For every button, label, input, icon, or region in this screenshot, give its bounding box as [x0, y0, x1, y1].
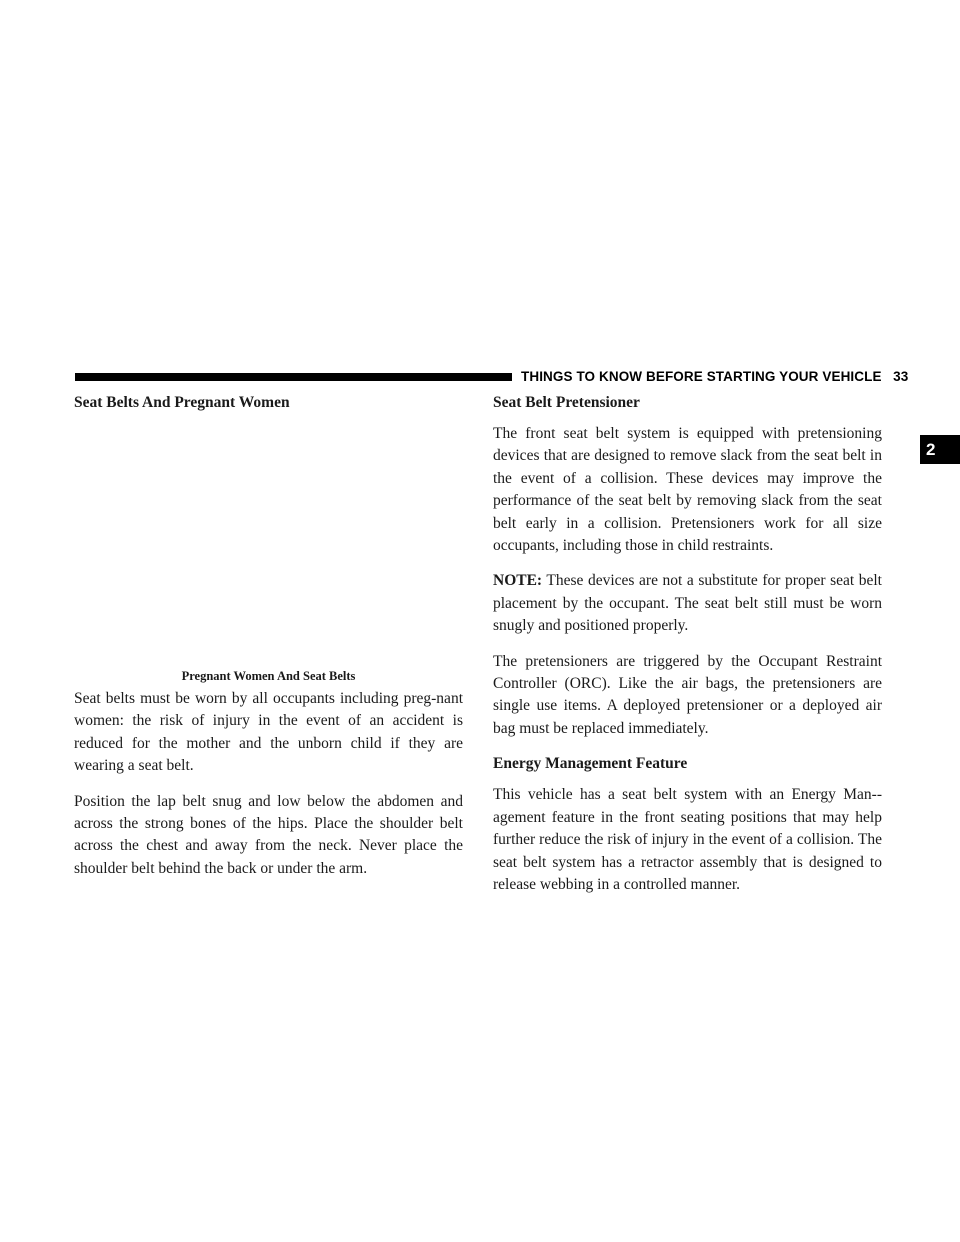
figure-caption: Pregnant Women And Seat Belts — [181, 669, 356, 683]
heading-energy-management: Energy Management Feature — [493, 755, 688, 773]
header-rule — [75, 373, 512, 381]
heading-pregnant-women: Seat Belts And Pregnant Women — [74, 394, 290, 411]
paragraph-pregnant-women-1: Seat belts must be worn by all occupants including preg-nant women: the risk of injury in the event of an accident is reduced for the mother and the unborn child if they are wearing a seat belt. — [74, 690, 463, 775]
paragraph-energy-management: This vehicle has a seat belt system with an Energy Man-agement feature in the front seating positions that may help further reduce the risk of injury in the event of a collision. The seat belt system has a retractor assembly that is designed to release webbing in a controlled manner. — [493, 786, 882, 893]
figure-pregnant-women — [74, 423, 463, 685]
page-number: 33 — [893, 369, 909, 384]
right-column — [493, 392, 882, 909]
note-paragraph — [493, 570, 882, 637]
paragraph-pretensioner-1: The front seat belt system is equipped with pretensioning devices that are designed to remove slack from the seat belt in the event of a collision. These devices may improve the performance of the seat belt by removing slack from the seat belt early in a collision. Pretensioners work for all size occupants, including those in child restraints. — [493, 425, 882, 555]
chapter-tab: 2 — [920, 435, 960, 464]
section-title: THINGS TO KNOW BEFORE STARTING YOUR VEHICLE — [521, 369, 882, 384]
paragraph-pretensioner-3: The pretensioners are triggered by the Occupant Restraint Controller (ORC). Like the air bags, the pretensioners are single use items. A deployed pretensioner or a deployed air bag must be replaced immediately. — [493, 652, 882, 737]
heading-pretensioner: Seat Belt Pretensioner — [493, 394, 640, 411]
left-column — [74, 392, 463, 893]
paragraph-pregnant-women-2: Position the lap belt snug and low below the abdomen and across the strong bones of the hips. Place the shoulder belt across the chest and away from the neck. Never place the shoulder belt behind the back or under the arm. — [74, 792, 463, 877]
running-header — [521, 367, 909, 387]
note-text: These devices are not a substitute for proper seat belt placement by the occupant. The seat belt still must be worn snugly and positioned properly. — [493, 572, 882, 635]
note-label: NOTE: — [493, 572, 543, 590]
